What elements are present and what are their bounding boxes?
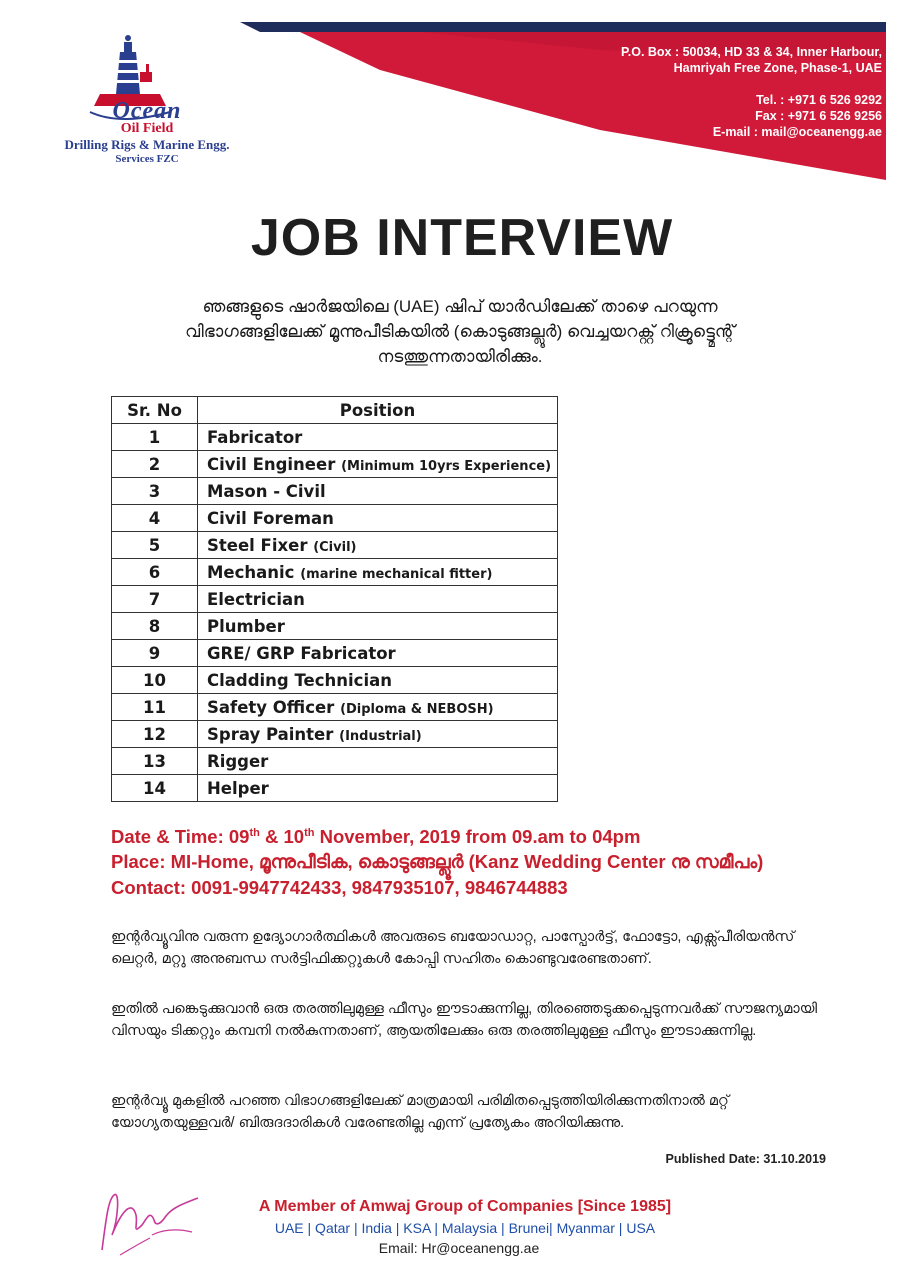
position-cell: [198, 667, 558, 694]
contact-numbers: Contact: 0091-9947742433, 9847935107, 9846744883: [111, 877, 568, 898]
sr-number: 10: [112, 667, 198, 694]
address-line-1: P.O. Box : 50034, HD 33 & 34, Inner Harbour,: [621, 45, 882, 59]
position-cell: [198, 478, 558, 505]
logo-tagline-2: Services FZC: [115, 153, 179, 165]
position-cell: [198, 505, 558, 532]
position-title: Civil Foreman: [207, 508, 334, 528]
position-cell: [198, 721, 558, 748]
position-cell: [198, 451, 558, 478]
interview-date: [111, 826, 640, 848]
position-cell: [198, 532, 558, 559]
position-note: (Diploma & NEBOSH): [340, 701, 494, 717]
date-rest: November, 2019 from 09.am to 04pm: [314, 826, 641, 847]
company-contacts: [713, 92, 882, 140]
table-row: [112, 775, 558, 802]
email-line: E-mail : mail@oceanengg.ae: [712, 125, 882, 139]
sr-number: 14: [112, 775, 198, 802]
column-header-position: Position: [198, 397, 558, 424]
sr-number: 12: [112, 721, 198, 748]
date-suffix-1: th: [249, 826, 260, 839]
table-row: [112, 532, 558, 559]
logo-subtitle: Oil Field: [120, 121, 174, 136]
logo-name: Ocean: [112, 98, 182, 124]
sr-number: 9: [112, 640, 198, 667]
date-mid: & 10: [259, 826, 305, 847]
table-row: [112, 424, 558, 451]
position-cell: [198, 586, 558, 613]
sr-number: 2: [112, 451, 198, 478]
position-title: Helper: [207, 778, 269, 798]
sr-number: 4: [112, 505, 198, 532]
table-row: [112, 748, 558, 775]
sr-number: 6: [112, 559, 198, 586]
position-title: GRE/ GRP Fabricator: [207, 643, 396, 663]
table-row: [112, 667, 558, 694]
position-cell: [198, 775, 558, 802]
position-cell: [198, 748, 558, 775]
page-title: JOB INTERVIEW: [250, 209, 674, 267]
sr-number: 8: [112, 613, 198, 640]
position-title: Electrician: [207, 589, 305, 609]
position-note: (Minimum 10yrs Experience): [341, 458, 552, 474]
position-title: Mechanic: [207, 562, 295, 582]
table-row: [112, 505, 558, 532]
position-title: Plumber: [207, 616, 285, 636]
instructions-paragraph-1: ഇന്റർവ്യൂവിനു വരുന്ന ഉദ്യോഗാർത്ഥികൾ അവരുടെ ബയോഡാറ്റ, പാസ്പോർട്ട്, ഫോട്ടോ, എക്സ്പീരിയൻസ് ലെറ്റർ, മറ്റു അനുബന്ധ സർട്ടിഫിക്കറ്റുകൾ കോപ്പി സഹിതം കൊണ്ടുവരേണ്ടതാണ്.: [111, 929, 795, 967]
position-cell: [198, 559, 558, 586]
tel-line: Tel. : +971 6 526 9292: [756, 93, 882, 107]
table-row: [112, 559, 558, 586]
position-note: (Civil): [313, 539, 357, 555]
sr-number: 3: [112, 478, 198, 505]
position-cell: [198, 694, 558, 721]
intro-text: ഞങ്ങളുടെ ഷാർജയിലെ (UAE) ഷിപ് യാർഡിലേക്ക് താഴെ പറയുന്ന വിഭാഗങ്ങളിലേക്ക് മൂന്നുപീടികയിൽ (കൊടുങ്ങല്ലൂർ) വെച്ചയറക്റ്റ് റിക്രൂട്ട്മെന്റ് നടത്തുന്നതായിരിക്കും.: [185, 297, 735, 366]
positions-table: [111, 396, 558, 802]
sr-number: 11: [112, 694, 198, 721]
column-header-sr: Sr. No: [112, 397, 198, 424]
footer-countries: UAE | Qatar | India | KSA | Malaysia | Brunei| Myanmar | USA: [274, 1220, 656, 1236]
table-row: [112, 478, 558, 505]
position-title: Civil Engineer: [207, 454, 336, 474]
table-header-row: [112, 397, 558, 424]
sr-number: 1: [112, 424, 198, 451]
table-row: [112, 586, 558, 613]
instructions-paragraph-3: ഇന്റർവ്യൂ മുകളിൽ പറഞ്ഞ വിഭാഗങ്ങളിലേക്ക് മാത്രമായി പരിമിതപ്പെടുത്തിയിരിക്കുന്നതിനാൽ മറ്റ് യോഗ്യതയുള്ളവർ/ ബിരുദദാരികൾ വരേണ്ടതില്ല എന്ന് പ്രത്യേകം അറിയിക്കുന്നു.: [111, 1093, 729, 1131]
footer-email: Email: Hr@oceanengg.ae: [378, 1240, 540, 1256]
sr-number: 5: [112, 532, 198, 559]
date-label: Date & Time: 09: [111, 826, 250, 847]
position-title: Safety Officer: [207, 697, 335, 717]
company-address: [621, 44, 882, 76]
fax-line: Fax : +971 6 526 9256: [755, 109, 882, 123]
position-title: Cladding Technician: [207, 670, 392, 690]
date-suffix-2: th: [304, 826, 315, 839]
position-cell: [198, 613, 558, 640]
position-title: Mason - Civil: [207, 481, 326, 501]
footer-member: A Member of Amwaj Group of Companies [Since 1985]: [258, 1198, 672, 1215]
sr-number: 13: [112, 748, 198, 775]
position-title: Fabricator: [207, 427, 303, 447]
instructions-paragraph-2: ഇതിൽ പങ്കെടുക്കുവാൻ ഒരു തരത്തിലുമുള്ള ഫീസും ഈടാക്കുന്നില്ല, തിരഞ്ഞെടുക്കപ്പെടുന്നവർക്ക് സൗജന്യമായി വിസയും ടിക്കറ്റും കമ്പനി നൽകുന്നതാണ്, ആയതിലേക്കും ഒരു തരത്തിലുമുള്ള ഫീസും ഈടാക്കുന്നില്ല.: [111, 1001, 818, 1039]
position-cell: [198, 424, 558, 451]
table-row: [112, 451, 558, 478]
table-row: [112, 721, 558, 748]
published-date: Published Date: 31.10.2019: [665, 1152, 826, 1166]
position-cell: [198, 640, 558, 667]
table-row: [112, 613, 558, 640]
table-row: [112, 640, 558, 667]
interview-place: Place: MI-Home, മൂന്നുപീടിക, കൊടുങ്ങല്ലൂർ (Kanz Wedding Center നു സമീപം): [111, 851, 764, 872]
position-title: Spray Painter: [207, 724, 334, 744]
address-line-2: Hamriyah Free Zone, Phase-1, UAE: [673, 61, 882, 75]
position-title: Rigger: [207, 751, 269, 771]
position-note: (marine mechanical fitter): [300, 566, 493, 582]
position-note: (Industrial): [339, 728, 422, 744]
sr-number: 7: [112, 586, 198, 613]
table-row: [112, 694, 558, 721]
company-logo-text: [42, 98, 252, 165]
position-title: Steel Fixer: [207, 535, 308, 555]
logo-tagline: Drilling Rigs & Marine Engg.: [64, 137, 230, 152]
